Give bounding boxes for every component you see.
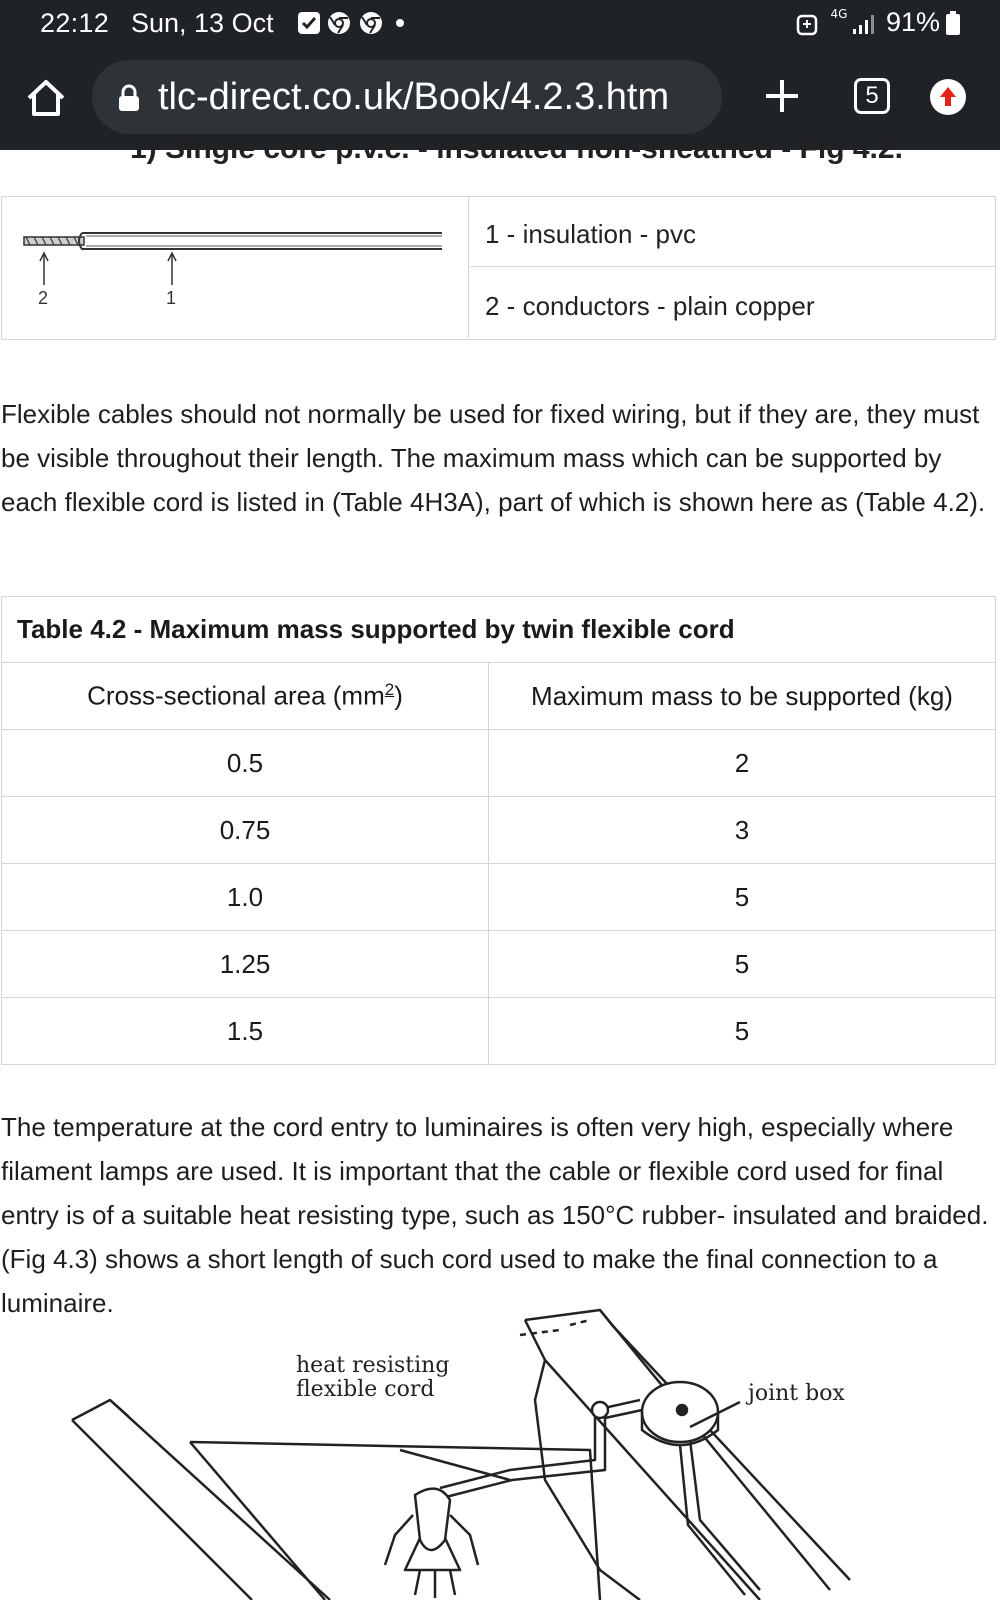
mass-cell: 2 xyxy=(489,730,996,797)
home-icon[interactable] xyxy=(24,76,68,120)
url-text[interactable]: tlc-direct.co.uk/Book/4.2.3.htm xyxy=(158,76,670,118)
network-type: 4G xyxy=(830,7,848,21)
column-header-area xyxy=(2,663,489,730)
signal-strength-icon xyxy=(852,14,876,34)
area-cell: 0.5 xyxy=(2,730,489,797)
chrome-notification-icon xyxy=(326,10,352,36)
legend-item-conductors: 2 - conductors - plain copper xyxy=(485,291,815,321)
single-core-cable-illustration xyxy=(2,197,469,338)
label-heat-resisting: heat resisting xyxy=(296,1353,450,1378)
fig-4-3-luminaire-illustration xyxy=(0,1320,1000,1600)
legend-item-insulation: 1 - insulation - pvc xyxy=(470,197,995,267)
chrome-notification-icon-2 xyxy=(358,10,384,36)
column-header-area-text: Cross-sectional area (mm xyxy=(87,680,385,711)
battery-icon xyxy=(946,11,960,35)
data-saver-icon xyxy=(796,12,818,36)
table-4-2 xyxy=(1,596,996,1065)
checkbox-notification-icon xyxy=(296,10,322,36)
table-caption-row xyxy=(2,597,996,663)
mass-cell: 5 xyxy=(489,931,996,998)
update-arrow-icon xyxy=(930,79,966,115)
address-bar[interactable] xyxy=(92,60,722,134)
table-row xyxy=(2,797,996,864)
column-header-mass: Maximum mass to be supported (kg) xyxy=(489,663,996,730)
section-heading-partial: 1) Single core p.v.c. - insulated non-sheathed - Fig 4.2. xyxy=(130,132,903,165)
table-row xyxy=(2,931,996,998)
fig-4-2-drawing xyxy=(2,197,469,338)
table-row xyxy=(2,730,996,797)
menu-update-button[interactable] xyxy=(930,79,966,115)
label-joint-box: joint box xyxy=(748,1381,845,1406)
callout-2-label: 2 xyxy=(38,288,49,308)
area-cell: 0.75 xyxy=(2,797,489,864)
web-page[interactable] xyxy=(0,132,1000,1600)
status-date: Sun, 13 Oct xyxy=(131,8,274,38)
paragraph-luminaire-temperature: The temperature at the cord entry to luminaires is often very high, especially where filament lamps are used. It is important that the cable or flexible cord used for final entry is of a suitable heat resisting type, such as 150°C rubber- insulated and braided. (Fig 4.3) shows a short length of such cord used to make the final connection to a luminaire. xyxy=(1,1112,989,1318)
column-header-area-suffix: ) xyxy=(394,680,403,711)
new-tab-icon[interactable] xyxy=(760,74,804,118)
status-bar xyxy=(0,0,1000,48)
mass-cell: 3 xyxy=(489,797,996,864)
fig-4-2-table xyxy=(1,196,996,340)
table-row xyxy=(2,864,996,931)
label-flexible-cord: flexible cord xyxy=(296,1377,435,1402)
area-cell: 1.0 xyxy=(2,864,489,931)
more-notifications-dot-icon xyxy=(395,18,405,28)
superscript-2: 2 xyxy=(384,680,395,700)
battery-percentage: 91% xyxy=(886,7,941,37)
tab-switcher-button[interactable]: 5 xyxy=(854,78,890,114)
mass-cell: 5 xyxy=(489,998,996,1065)
table-row xyxy=(2,998,996,1065)
paragraph-flexible-cables: Flexible cables should not normally be used for fixed wiring, but if they are, they must be visible throughout their length. The maximum mass which can be supported by each flexible cord is listed in (Table 4H3A), part of which is shown here as (Table 4.2). xyxy=(1,399,986,517)
table-caption: Table 4.2 - Maximum mass supported by twin flexible cord xyxy=(2,597,996,663)
table-header-row xyxy=(2,663,996,730)
area-cell: 1.25 xyxy=(2,931,489,998)
lock-icon[interactable] xyxy=(118,85,140,111)
callout-1-label: 1 xyxy=(166,288,177,308)
status-time: 22:12 xyxy=(40,8,110,38)
mass-cell: 5 xyxy=(489,864,996,931)
area-cell: 1.5 xyxy=(2,998,489,1065)
